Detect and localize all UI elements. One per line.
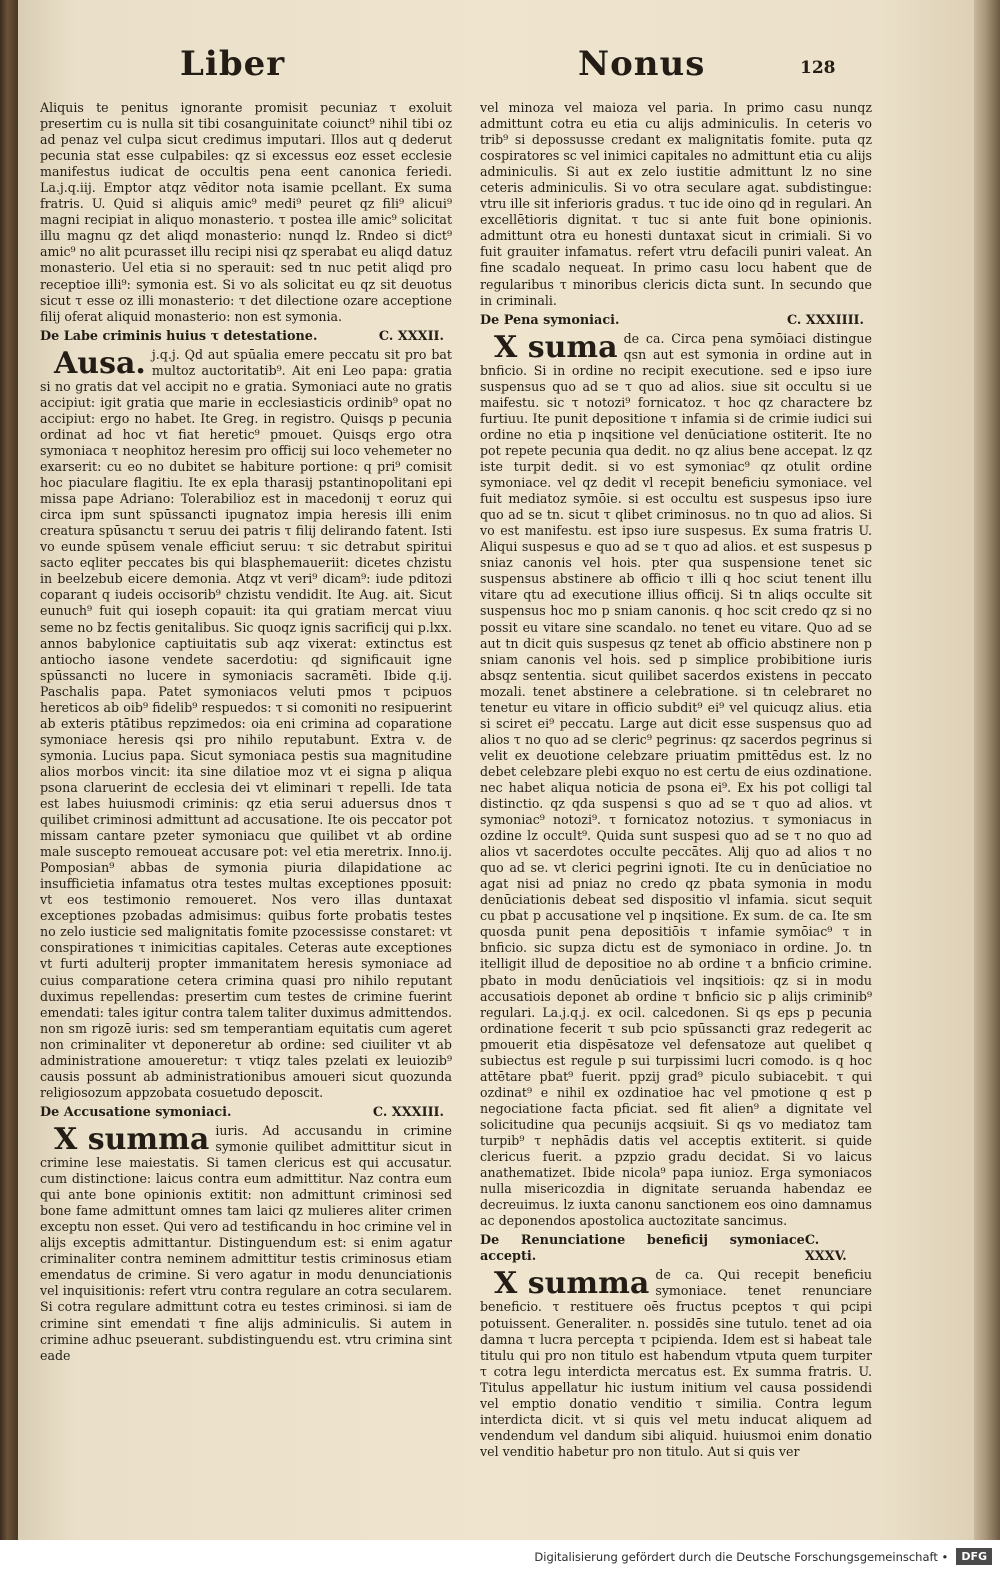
- decorated-initial: X summa: [54, 1121, 210, 1157]
- rubric-title: De Renunciatione beneficij symoniace accepti.: [480, 1233, 805, 1265]
- chapter-number: C. XXXII.: [378, 328, 444, 344]
- chapter-rubric: [40, 329, 452, 345]
- digitization-footer: [0, 1540, 1000, 1573]
- left-column: [40, 100, 452, 1460]
- text-paragraph: [40, 100, 452, 325]
- chapter-rubric: [40, 1105, 452, 1121]
- rubric-title: De Accusatione symoniaci.: [40, 1104, 232, 1120]
- book-binding-edge: [0, 0, 18, 1540]
- footer-credit-text: Digitalisierung gefördert durch die Deutsche Forschungsgemeinschaft •: [534, 1549, 949, 1564]
- chapter-number: C. XXXIIII.: [786, 312, 864, 328]
- paragraph-text: iuris. Ad accusandu in crimine symonie quilibet admittitur sicut in crimine lese maiestatis. Si tamen clericus est qui accusatur. cum distinctione: laicus contra eum admittitur. Naz contra eum qui ante bone opinionis extitit: non admittunt criminosi sed bone fame admittunt omnes tam laici qz mulieres aliter crimen exceptu non esset. Qui vero ad testificandu in hoc crimine vel in alijs exceptis admittantur. Distinguendum est: si enim agatur criminaliter contra neminem admittitur testis criminosus etiam emendatus de crimine. Si vero agatur in modu denunciationis vel inquisitionis: refert vtru contra regulare an cotra secularem. Si cotra regulare admittunt cotra eu testes criminosi. si iam de crimine sint emendati τ fine alijs adminiculis. Si autem in crimine adhuc pseuerant. subdistinguendu est. vtru crimina sint eade: [40, 1122, 452, 1363]
- chapter-rubric: [480, 1233, 872, 1265]
- page-stack-edge: [974, 0, 1000, 1540]
- paragraph-text: de ca. Circa pena symōiaci distingue qsn aut est symonia in ordine aut in bnficio. Si in ordine no recipit executione. sed e ipso iure suspensus quo ad se τ quo ad alios. siue sit occultu si ue maifestu. sic τ notozi⁹ fornicatoz. τ hoc qz charactere bz furtiuu. Ite punit depositione τ infamia si de crimie iudici sui ordine no etia p inqsitione vel denūciatione ostiterit. Ite no pot repete pecunia qua dedit. no qz alius bene accepat. lz qz iste turpit dedit. si vo est symoniac⁹ qz otulit ordine symoniace. vel qz dedit vl recepit beneficiu symoniace. vel fuit mediatoz symōie. si est occultu est suspesus ipso iure quo ad se tn. sicut τ qlibet criminosus. no tn quo ad alios. Si vo est manifestu. est ipso iure suspesus. Ex suma fratris U. Aliqui suspesus e quo ad se τ quo ad alios. et est suspesus p sniaz canonis vel hois. pter qua suspensione tenet sic suspensus abstinere ab officio τ illi q hoc sciut tenent illu vitare qtu ad executione illius officij. Si tn aliqs occulte sit suspensus hoc mo p sniam canonis. q hoc scit credo qz si no possit eu vitare sine scandalo. no tenet eu vitare. Quo ad se aut tn dicit quis suspesus qz tenet ab officio abstinere non p sniam canonis vel hois. sed p simplice probibitione iuris absqz sententia. sicut quilibet sacerdos existens in peccato mozali. tenet abstinere a celebratione. si tn celebraret no tenetur eu vitare in officio subdit⁹ ei⁹ vel quicuqz alius. etia si sciret ei⁹ peccatu. Large aut dicit esse suspensus quo ad alios τ no quo ad se cleric⁹ pegrinus: qz sacerdos pegrinus si velit ex deuotione celebzare priuatim pmittēdus est. lz no debet celebzare plebi exquo no est certu de eius ozdinatione. nec habet aliqua noticia de psona ei⁹. Ex his pot colligi tal distinctio. qz qda suspensi s quo ad se τ quo ad alios. vt symoniac⁹ notozi⁹. τ fornicatoz notozius. τ symoniacus in ozdine lz occult⁹. Quida sunt suspesi quo ad se τ no quo ad alios vt sacerdotes occulte peccātes. Alij quo ad alios τ no quo ad se. vt clerici pegrini ignoti. Ite cu in denūciatioe no agat nisi ad pniaz no credo qz pbata symonia in modu denūciationis debeat sed dispositio vl infamia. sicut sequit cu pbat p accusatione vel p inqsitione. Ex sum. de ca. Ite sm quosda punit pena depositiōis τ infamie symōiac⁹ τ in bnficio. sic supza dictu est de symoniaco in ordine. Jo. tn itelligit illud de depositioe no ab ordine τ a bnficio crimine. pbato in modu denūciatiois vel inqsitiois: qz si in modu accusatiois deponet ab ordine τ bnficio sic p alijs criminib⁹ regulari. La.j.q.j. ex ocil. calcedonen. Si qs eps p pecunia ordinatione fecerit τ sub pcio spūssancti graz redegerit ac pmouerit etia dispēsatoze vel defensatoze aut quelibet q subiectus est regule p sui turpissimi lucri comodo. is q hoc attētare pbat⁹ fuerit. ppzij grad⁹ piculo subiacebit. τ qui ozdinat⁹ e nihil ex ozdinatioe hac vel pmotione q est p negociatione facta pficiat. sed fit alien⁹ a dignitate vel solicitudine qua pecunijs acqsiuit. Si qs vo mediatoz tam turpib⁹ τ nephādis datis vel acceptis extiterit. si quide clericus fuerit. a pzpzio gradu decidat. Si vo laicus anathematizet. Ibide nicola⁹ papa iunioz. Erga symoniacos nulla misericozdia in dignitate seruanda habendaz ee decreuimus. lz iuxta canonu sanctionem eos oino damnamus ac deponendos apostolica auctozitate sancimus.: [480, 330, 872, 1229]
- chapter-number: C. XXXIII.: [372, 1104, 444, 1120]
- decorated-initial: X suma: [494, 329, 618, 365]
- rubric-title: De Pena symoniaci.: [480, 312, 620, 328]
- chapter-rubric: [480, 313, 872, 329]
- folio-number: 128: [800, 58, 836, 78]
- text-paragraph: [480, 100, 872, 309]
- text-paragraph: [480, 331, 872, 1230]
- text-paragraph: [480, 1267, 872, 1460]
- paragraph-text: j.q.j. Qd aut spūalia emere peccatu sit pro bat multoz auctoritatib⁹. Ait eni Leo papa: gratia si no gratis dat vel accipit no e gratia. Symoniaci aute no gratis accipiut: igit gratia que marie in ecclesiasticis ordinib⁹ opat no accipiut: ergo no habet. Ite Greg. in registro. Quisqs p pecunia ordinat ad hoc vt fiat heretic⁹ pmouet. Quisqs ergo otra symoniaca τ neophitoz heresim pro officij sui loco vehemeter no exarserit: cu eo no dubitet se habiture portione: q pri⁹ comisit hoc piaculare flagitiu. Ite ex epla tharasij pstantinopolitani epi missa pape Adriano: Tolerabilioz est in macedonij τ eoruz qui circa ipm sunt spūssancti ipugnatoz impia heresis illi enim creatura spūsanctu τ seruu dei patris τ filij delirando fatent. Isti vo eunde spūsem venale efficiut seruu: τ sic detrabut spiritui sacto eqliter peccates bis qui blasphemaueriit: dicetes chzistu in beelzebub eicere demonia. Atqz vt veri⁹ dicam⁹: iude pditozi coparant q iudeis occisorib⁹ chzistu vendidit. Ite Aug. ait. Sicut eunuch⁹ fuit qui ioseph copauit: ita qui gratiam mercat viuu seme no bz fectis genitalibus. Sic quoqz ignis sacrificij qui p.lxx. annos babylonice captiuitatis sub aqz vixerat: extinctus est antiocho iasone vendete sacerdotiu: qd significauit igne spūssancti no lucere in symoniacis sacramēti. Ibide q.ij. Paschalis papa. Patet symoniacos veluti pmos τ pcipuos hereticos ab oib⁹ fidelib⁹ respuedos: τ si comoniti no resipuerint ab exteris ptātibus repzimedos: oia eni crimina ad coparatione symoniace heresis qsi pro nihilo reputabunt. Extra v. de symonia. Lucius papa. Sicut symoniaca pestis sua magnitudine alios morbos vincit: ita sine dilatioe moz vt ei signa p aliqua psona claruerint de ecclesia dei vt eliminari τ repelli. Ide tata est labes huiusmodi criminis: qz etia serui aduersus dnos τ quilibet criminosi admittunt ad accusatione. Ite ois peccator pot missam cantare pzeter symoniacu que quilibet vt ab ordine male suscepto remoueat accusare pot: vel etia meretrix. Inno.ij. Pomposian⁹ abbas de symonia piuria dilapidatione ac insufficietia infamatus otra testes multas exceptiones pposuit: vt eos testimonio remoueret. Nos vero illas duntaxat exceptiones pzobadas admisimus: quibus forte probatis testes no zelo iusticie sed malignitatis fomite pzocessisse constaret: vt conspirationes τ inimicitias capitales. Ceteras aute exceptiones vt furti adulterij propter immanitatem heresis symoniace ad cuius comparatione cetera crimina quasi pro nihilo reputant duximus repellendas: presertim cum testes de crimine fuerint emendati: tales igitur contra talem taliter duximus admittendos. non sm rigozē iuris: sed sm temperantiam equitatis cum ageret non criminaliter vt deponeretur ab ordine: sed ciuiliter vt ab administratione amoueretur: τ vtiqz tales pzelati ex leuiozib⁹ causis possunt ab administrationibus amoueri sicut quozunda religiosozum appzobata cosuetudo deposcit.: [40, 346, 452, 1100]
- running-head-right: Nonus: [578, 44, 706, 84]
- text-paragraph: [40, 347, 452, 1101]
- chapter-number: C. XXXV.: [804, 1233, 847, 1265]
- book-page: [18, 0, 974, 1540]
- dfg-logo: DFG: [956, 1548, 992, 1565]
- paragraph-text: de ca. Qui recepit beneficiu symoniace. tenet renunciare beneficio. τ restituere oēs fructus pceptos τ qui pcipi potuissent. Generaliter. n. possidēs sine tutulo. tenet ad oia damna τ lucra percepta τ pcipienda. Idem est si habeat tale titulu qui pro non titulo est habendum vtputa quem turpiter τ cotra legu interdicta mercatus est. Ex summa fratris. U. Titulus appellatur hic iustum initium vel causa possidendi vel emptio donatio venditio τ similia. Contra legum interdicta dicit. vt si quis vel metu inducat aliquem ad vendendum vel dandum sibi aliquid. huiusmoi enim donatio vel venditio habetur pro non titulo. Aut si quis ver: [480, 1267, 872, 1459]
- text-paragraph: [40, 1123, 452, 1364]
- right-column: [480, 100, 872, 1460]
- paragraph-text: vel minoza vel maioza vel paria. In primo casu nunqz admittunt cotra eu etia cu alijs adminiculis. In ceteris vo trib⁹ si depossusse credant ex malignitatis fomite. puta qz cospiratores sc vel inimici capitales no admittunt etia cu alijs adminiculis. Si aut ex zelo iustitie admittunt lz no sine ceteris adminiculis. Si vo otra seculare agat. subdistingue: vtru ille sit inferioris gradus. τ tuc ide oino qd in regulari. An excellētioris dignitat. τ tuc si ante fuit bone opinionis. admittunt otra eu honesti duntaxat sicut in crimiali. Si vo fuit grauiter infamatus. refert vtru defacili puniri valeat. An fine scadalo nequeat. In primo casu locu habent que de regularibus τ minoribus clericis dicta sunt. In secundo que in criminali.: [480, 100, 872, 308]
- running-head-left: Liber: [180, 44, 286, 84]
- decorated-initial: Ausa.: [54, 345, 146, 381]
- rubric-title: De Labe criminis huius τ detestatione.: [40, 328, 318, 344]
- decorated-initial: X summa: [494, 1266, 650, 1302]
- paragraph-text: Aliquis te penitus ignorante promisit pecuniaz τ exoluit presertim cu is nulla sit tibi cosanguinitate coiunct⁹ nihil tibi oz ad penaz vel culpa sicut credimus imputari. Illos aut q dederut pecunia stat esse culpabiles: qz si excessus eoz esset ecclesie manifestus iudicat de occultis pena eent canonica feriedi. La.j.q.iij. Emptor atqz vēditor nota isamie pcellant. Ex suma fratris. U. Quid si aliquis amic⁹ medi⁹ peuret qz fili⁹ alicui⁹ magni recipiat in aliquo monasterio. τ postea ille amic⁹ solicitat illu magnu qz det aliqd monasterio: nunqd lz. Rndeo si dict⁹ amic⁹ no alit pcurasset illu recipi nisi qz sperabat eu aliqd datuz monasterio. Uel etia si no sperauit: sed tn nuc petit aliqd pro receptioe illi⁹: symonia est. Si vo als solicitat eu qz sit deuotus sicut τ esse oz illi monasterio: τ det dilectione ozare acceptione filij oferat aliquid monasterio: non est symonia.: [40, 100, 452, 324]
